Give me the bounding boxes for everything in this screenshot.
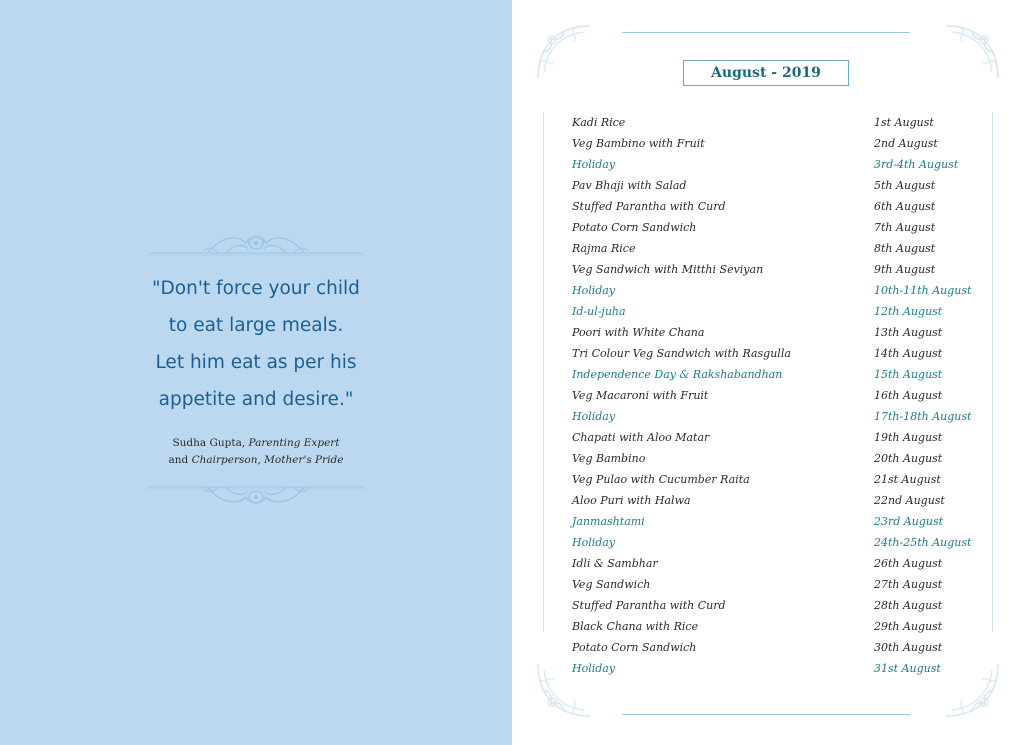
menu-dish: Black Chana with Rice [572,620,699,633]
menu-row [572,448,992,469]
menu-date: 8th August [874,242,936,255]
menu-row [572,553,992,574]
menu-date: 22nd August [874,494,945,507]
menu-date: 15th August [874,368,943,381]
quote-line: to eat large meals. [168,315,344,336]
menu-date: 24th-25th August [874,536,972,549]
menu-row [572,469,992,490]
menu-date: 14th August [874,347,943,360]
menu-dish: Independence Day & Rakshabandhan [572,368,783,381]
menu-dish: Tri Colour Veg Sandwich with Rasgulla [572,347,791,360]
menu-date: 20th August [874,452,943,465]
menu-row [572,301,992,322]
menu-date: 26th August [874,557,943,570]
attribution-role: Chairperson, Mother's Pride [191,454,344,466]
menu-row [572,133,992,154]
menu-date: 6th August [874,200,936,213]
menu-row [572,175,992,196]
attribution-role: Parenting Expert [248,437,340,449]
menu-row [572,343,992,364]
menu-dish: Aloo Puri with Halwa [572,494,691,507]
menu-row [572,280,992,301]
quote-block [128,270,384,418]
page-border-right [992,112,993,632]
menu-dish: Veg Bambino with Fruit [572,137,705,150]
menu-row [572,154,992,175]
menu-row [572,322,992,343]
menu-dish: Holiday [572,158,616,171]
quote-line: "Don't force your child [152,278,360,299]
menu-row [572,364,992,385]
page-border-top [622,32,910,33]
menu-date: 29th August [874,620,943,633]
menu-row [572,637,992,658]
attribution-connector: and [168,454,189,466]
menu-date: 23rd August [874,515,944,528]
right-page [512,0,1024,745]
menu-dish: Stuffed Parantha with Curd [572,200,726,213]
menu-row [572,112,992,133]
menu-dish: Holiday [572,536,616,549]
menu-dish: Potato Corn Sandwich [572,221,697,234]
menu-row [572,574,992,595]
menu-row [572,196,992,217]
page-border-left [543,112,544,632]
menu-dish: Holiday [572,410,616,423]
menu-date: 17th-18th August [874,410,972,423]
menu-dish: Id-ul-juha [572,305,626,318]
menu-dish: Rajma Rice [572,242,636,255]
menu-dish: Holiday [572,662,616,675]
menu-date: 5th August [874,179,936,192]
menu-date: 28th August [874,599,943,612]
menu-date: 7th August [874,221,936,234]
menu-dish: Stuffed Parantha with Curd [572,599,726,612]
menu-dish: Chapati with Aloo Matar [572,431,710,444]
menu-dish: Veg Sandwich [572,578,651,591]
menu-row [572,511,992,532]
menu-dish: Veg Pulao with Cucumber Raita [572,473,750,486]
menu-date: 2nd August [874,137,938,150]
menu-row [572,238,992,259]
menu-dish: Veg Bambino [572,452,646,465]
page-border-bottom [622,714,910,715]
menu-dish: Potato Corn Sandwich [572,641,697,654]
menu-row [572,658,992,679]
menu-row [572,616,992,637]
menu-list [572,112,992,679]
menu-date: 1st August [874,116,934,129]
menu-dish: Poori with White Chana [572,326,705,339]
corner-ornament-icon [942,22,1002,82]
quote-line: appetite and desire." [158,389,354,410]
menu-date: 13th August [874,326,943,339]
menu-row [572,217,992,238]
menu-date: 30th August [874,641,943,654]
menu-date: 12th August [874,305,943,318]
menu-dish: Veg Sandwich with Mitthi Seviyan [572,263,764,276]
menu-date: 31st August [874,662,941,675]
ornament-divider-bottom-icon [148,483,364,515]
menu-date: 21st August [874,473,941,486]
menu-row [572,595,992,616]
menu-row [572,385,992,406]
menu-row [572,532,992,553]
menu-date: 9th August [874,263,936,276]
menu-date: 16th August [874,389,943,402]
menu-dish: Idli & Sambhar [572,557,658,570]
menu-row [572,490,992,511]
menu-row [572,259,992,280]
quote-line: Let him eat as per his [155,352,357,373]
menu-dish: Pav Bhaji with Salad [572,179,687,192]
menu-dish: Holiday [572,284,616,297]
menu-dish: Veg Macaroni with Fruit [572,389,709,402]
menu-date: 3rd-4th August [874,158,959,171]
attribution-name: Sudha Gupta, [172,437,246,449]
menu-row [572,406,992,427]
menu-dish: Kadi Rice [572,116,626,129]
menu-date: 27th August [874,578,943,591]
menu-title: August - 2019 [683,60,849,86]
menu-date: 19th August [874,431,943,444]
corner-ornament-icon [534,22,594,82]
quote-attribution [128,435,384,469]
menu-row [572,427,992,448]
menu-dish: Janmashtami [572,515,645,528]
menu-date: 10th-11th August [874,284,972,297]
ornament-divider-top-icon [148,225,364,257]
